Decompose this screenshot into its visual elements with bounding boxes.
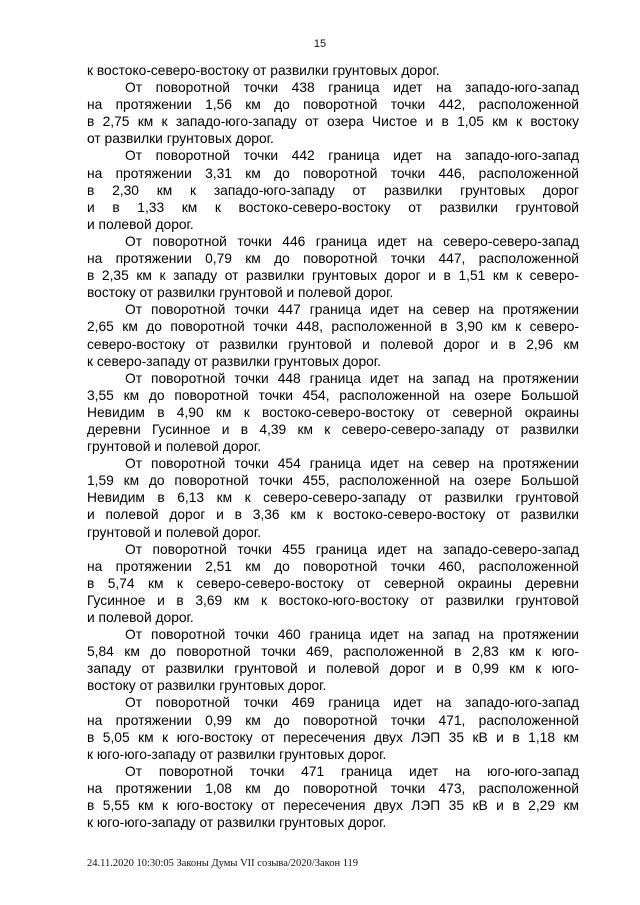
- paragraph-first-line: От поворотной точки 447 граница идет на север на протяжении: [125, 302, 579, 318]
- text-line: в 2,30 км к западо-юго-западу от развилки грунтовых дорог: [87, 182, 579, 198]
- text-line: в 5,55 км к юго-востоку от пересечения двух ЛЭП 35 кВ и в 2,29 км: [87, 798, 579, 814]
- text-line: к востоко-северо-востоку от развилки грунтовых дорог.: [87, 63, 440, 78]
- text-line: от развилки грунтовых дорог.: [87, 131, 274, 147]
- paragraph-first-line: От поворотной точки 471 граница идет на юго-юго-запад: [125, 763, 579, 779]
- text-line: на протяжении 1,56 км до поворотной точки 442, расположенной: [87, 97, 579, 113]
- text-line: западу от развилки грунтовой и полевой дорог и в 0,99 км к юго-: [87, 661, 579, 677]
- text-line: востоку от развилки грунтовых дорог.: [87, 678, 327, 694]
- document-body: [87, 62, 579, 831]
- text-line: 5,84 км до поворотной точки 469, расположенной в 2,83 км к юго-: [87, 644, 579, 660]
- text-line: деревни Гусинное и в 4,39 км к северо-северо-западу от развилки: [87, 421, 579, 437]
- text-line: к северо-западу от развилки грунтовых дорог.: [87, 353, 381, 369]
- document-footer: 24.11.2020 10:30:05 Законы Думы VII созыва/2020/Закон 119: [87, 858, 359, 869]
- text-line: в 5,74 км к северо-северо-востоку от северной окраины деревни: [87, 575, 579, 591]
- text-line: Невидим в 4,90 км к востоко-северо-востоку от северной окраины: [87, 404, 579, 420]
- text-line: северо-востоку от развилки грунтовой и полевой дорог и в 2,96 км: [87, 336, 579, 352]
- paragraph-first-line: От поворотной точки 469 граница идет на западо-юго-запад: [125, 695, 579, 711]
- paragraph-first-line: От поворотной точки 446 граница идет на северо-северо-запад: [125, 233, 579, 249]
- text-line: и в 1,33 км к востоко-северо-востоку от развилки грунтовой: [87, 199, 579, 215]
- text-line: к юго-юго-западу от развилки грунтовых дорог.: [87, 746, 387, 762]
- text-line: в 5,05 км к юго-востоку от пересечения двух ЛЭП 35 кВ и в 1,18 км: [87, 729, 579, 745]
- text-line: на протяжении 2,51 км до поворотной точки 460, расположенной: [87, 558, 579, 574]
- text-line: грунтовой и полевой дорог.: [87, 524, 262, 540]
- text-line: к юго-юго-западу от развилки грунтовых дорог.: [87, 815, 387, 831]
- text-line: на протяжении 0,99 км до поворотной точки 471, расположенной: [87, 712, 579, 728]
- paragraph-first-line: От поворотной точки 442 граница идет на западо-юго-запад: [125, 148, 579, 164]
- text-line: и полевой дорог и в 3,36 км к востоко-северо-востоку от развилки: [87, 507, 579, 523]
- text-line: и полевой дорог.: [87, 610, 194, 625]
- text-line: грунтовой и полевой дорог.: [87, 439, 262, 455]
- text-line: на протяжении 1,08 км до поворотной точки 473, расположенной: [87, 780, 579, 796]
- text-line: в 2,35 км к западу от развилки грунтовых дорог и в 1,51 км к северо-: [87, 268, 579, 284]
- paragraph-first-line: От поворотной точки 438 граница идет на западо-юго-запад: [125, 80, 579, 96]
- paragraph-first-line: От поворотной точки 448 граница идет на запад на протяжении: [125, 370, 579, 386]
- text-line: в 2,75 км к западо-юго-западу от озера Чистое и в 1,05 км к востоку: [87, 114, 579, 130]
- text-line: востоку от развилки грунтовой и полевой дорог.: [87, 285, 394, 301]
- paragraph-first-line: От поворотной точки 455 граница идет на западо-северо-запад: [125, 541, 579, 557]
- text-line: 2,65 км до поворотной точки 448, расположенной в 3,90 км к северо-: [87, 319, 579, 335]
- text-line: на протяжении 0,79 км до поворотной точки 447, расположенной: [87, 251, 579, 267]
- text-line: 3,55 км до поворотной точки 454, расположенной на озере Большой: [87, 387, 579, 403]
- text-line: 1,59 км до поворотной точки 455, расположенной на озере Большой: [87, 473, 579, 489]
- paragraph-first-line: От поворотной точки 454 граница идет на север на протяжении: [125, 456, 579, 472]
- text-line: Гусинное и в 3,69 км к востоко-юго-востоку от развилки грунтовой: [87, 592, 579, 608]
- page-number: 15: [313, 38, 327, 50]
- text-line: и полевой дорог.: [87, 216, 194, 232]
- paragraph-first-line: От поворотной точки 460 граница идет на запад на протяжении: [125, 627, 579, 643]
- text-line: на протяжении 3,31 км до поворотной точки 446, расположенной: [87, 165, 579, 181]
- text-line: Невидим в 6,13 км к северо-северо-западу от развилки грунтовой: [87, 490, 579, 506]
